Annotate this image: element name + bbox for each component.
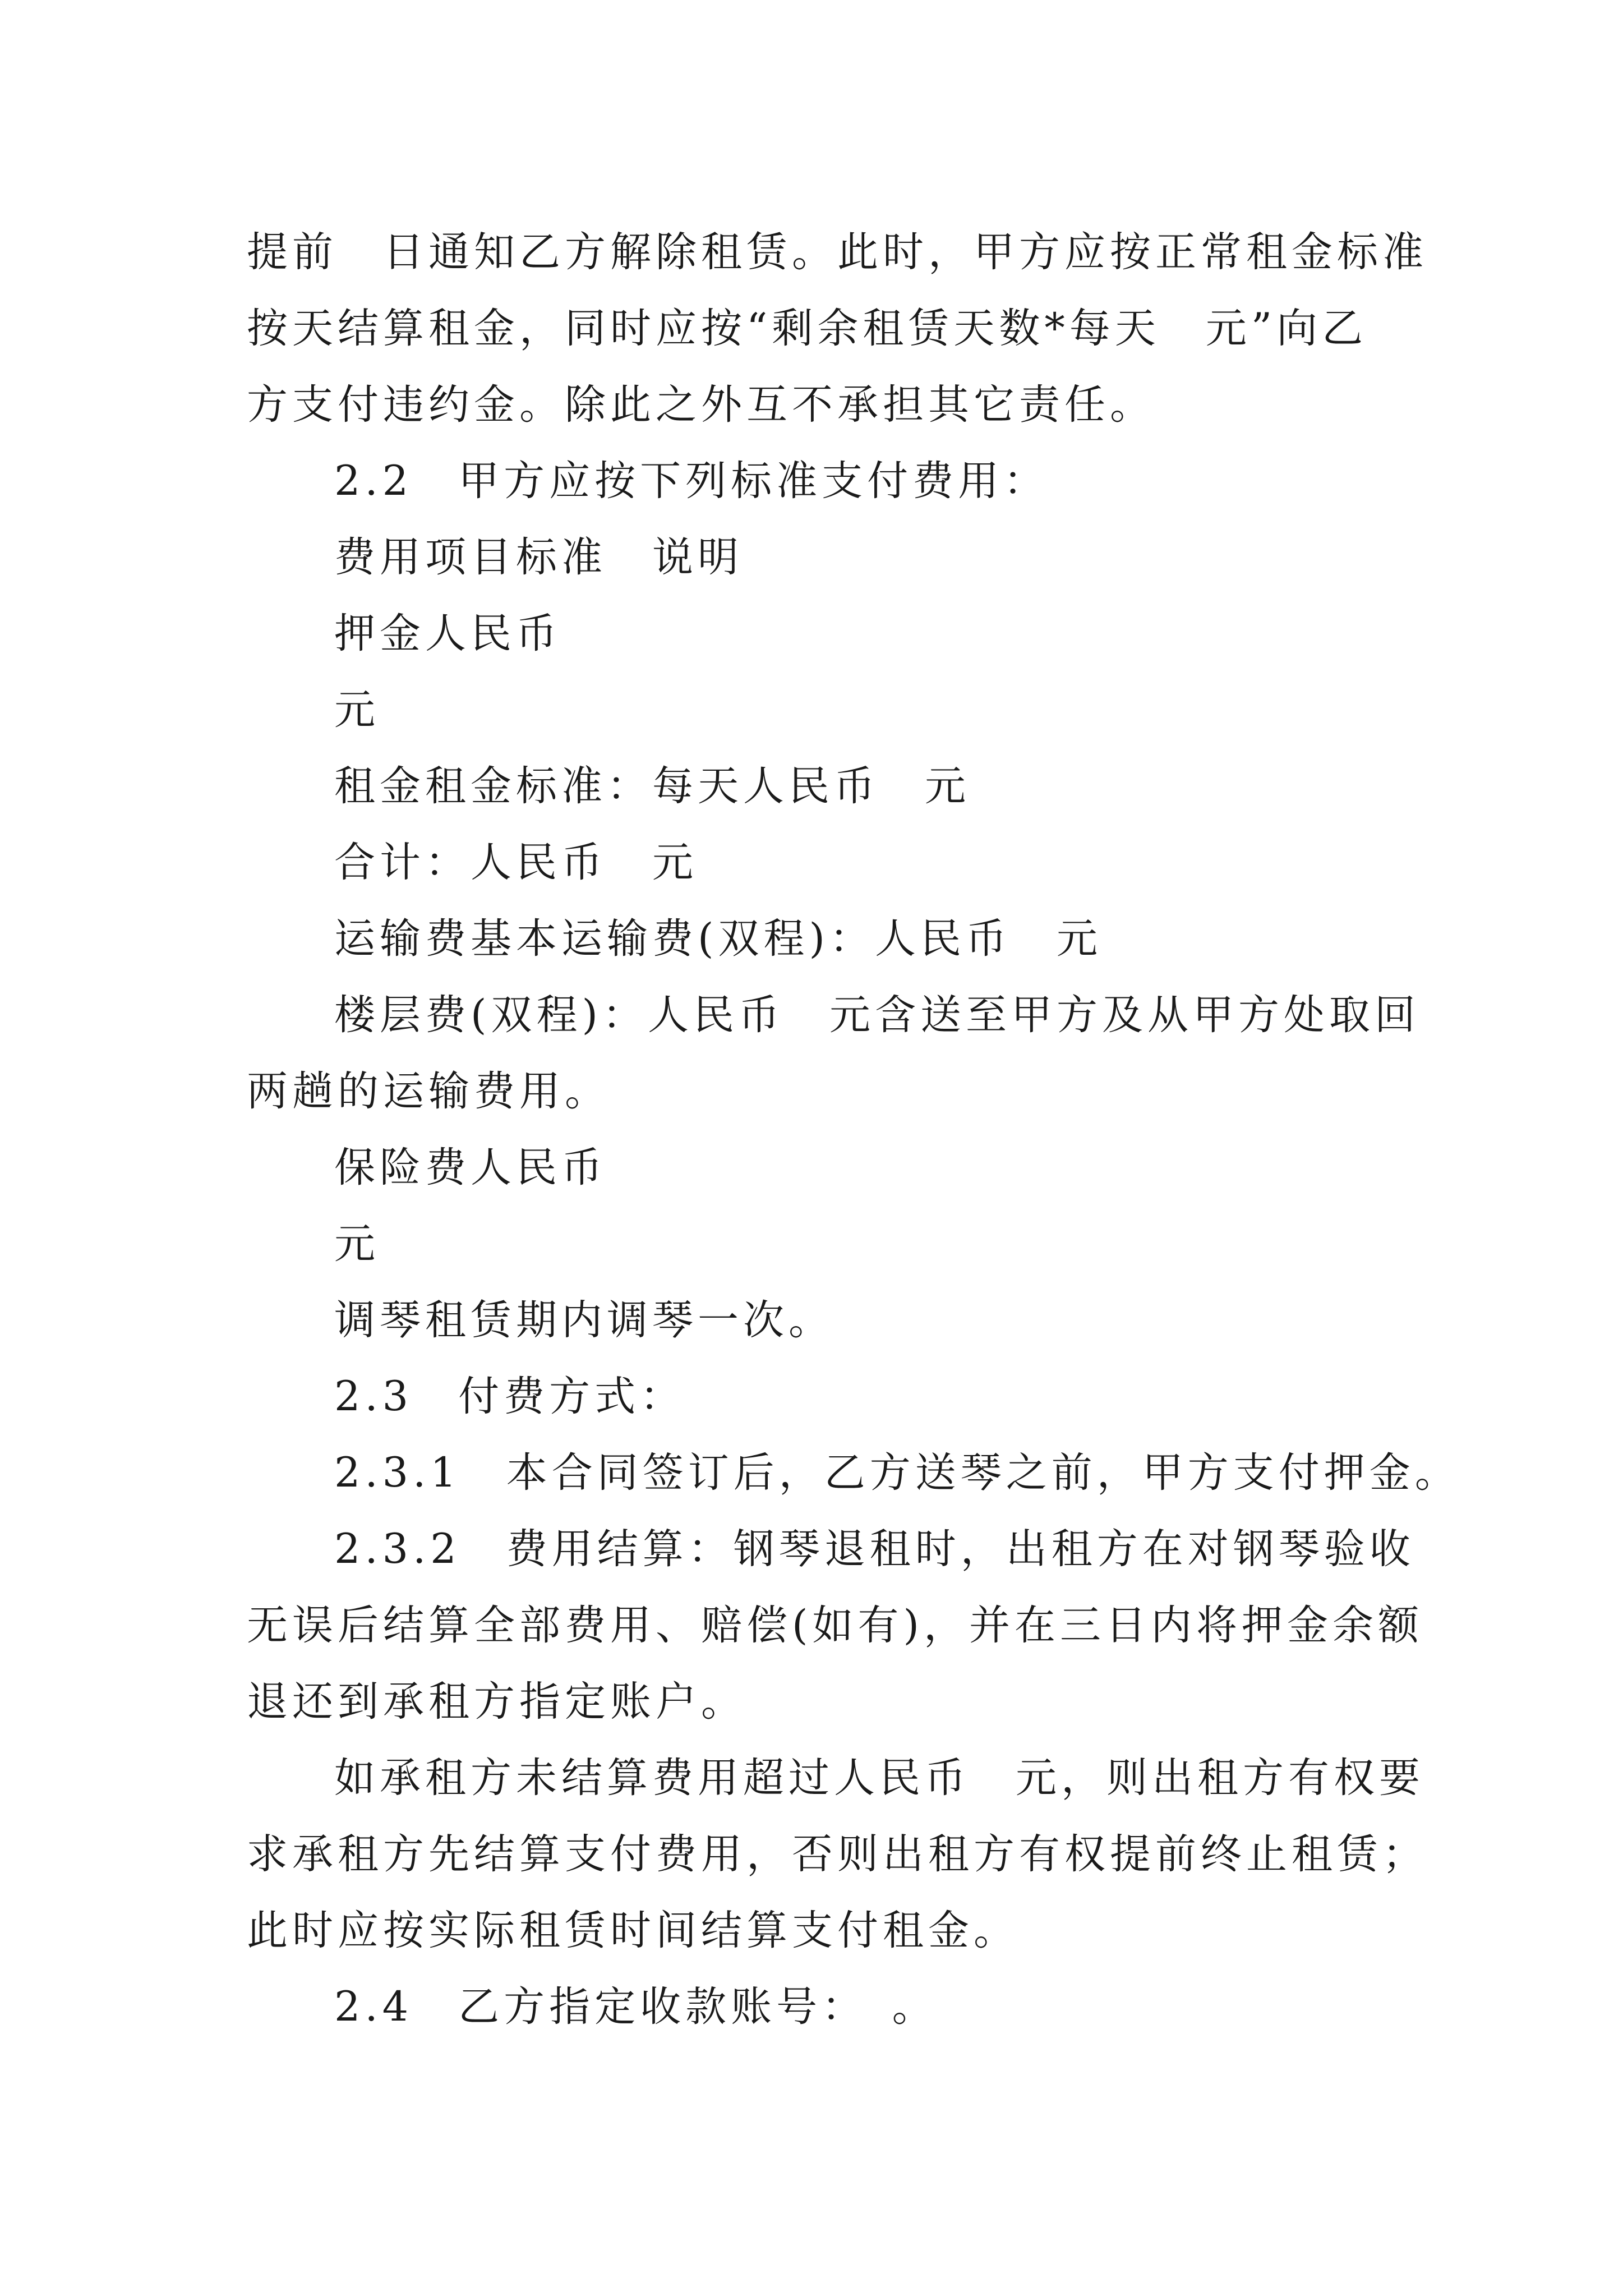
fee-item-deposit-unit: 元 [334,686,380,734]
fee-item-total: 合计：人民币 元 [334,839,698,886]
section-heading-2-3: 2.3 付费方式： [334,1373,686,1420]
fee-item-transport: 运输费基本运输费(双程)：人民币 元 [334,915,1102,963]
fee-item-insurance: 保险费人民币 [334,1144,607,1191]
paragraph-line: 此时应按实际租赁时间结算支付租金。 [247,1907,1019,1954]
fee-item-rent: 租金租金标准：每天人民币 元 [334,762,970,810]
fee-item-insurance-unit: 元 [334,1220,380,1268]
fee-item-tuning: 调琴租赁期内调琴一次。 [334,1296,834,1344]
document-body [247,214,1460,2045]
paragraph-line: 按天结算租金，同时应按“剩余租赁天数*每天 元”向乙 [247,305,1368,352]
paragraph-line: 无误后结算全部费用、赔偿(如有)，并在三日内将押金余额 [247,1602,1423,1649]
paragraph-line: 求承租方先结算支付费用，否则出租方有权提前终止租赁； [247,1830,1428,1878]
clause-2-3-1: 2.3.1 本合同签订后，乙方送琴之前，甲方支付押金。 [334,1449,1460,1497]
section-heading-2-4: 2.4 乙方指定收款账号： 。 [334,1983,938,2031]
section-heading-2-2: 2.2 甲方应按下列标准支付费用： [334,457,1049,505]
fee-item-floor: 楼层费(双程)：人民币 元含送至甲方及从甲方处取回 [334,991,1420,1039]
fee-table-header: 费用项目标准 说明 [334,533,743,581]
paragraph-line: 方支付违约金。除此之外互不承担其它责任。 [247,381,1155,429]
paragraph-line: 退还到承租方指定账户。 [247,1678,746,1726]
clause-2-3-2: 2.3.2 费用结算：钢琴退租时，出租方在对钢琴验收 [334,1525,1415,1573]
paragraph-line: 两趟的运输费用。 [247,1068,610,1115]
fee-item-deposit: 押金人民币 [334,610,561,657]
paragraph-line: 提前 日通知乙方解除租赁。此时，甲方应按正常租金标准 [247,228,1428,276]
paragraph-line: 如承租方未结算费用超过人民币 元，则出租方有权要 [334,1754,1424,1802]
